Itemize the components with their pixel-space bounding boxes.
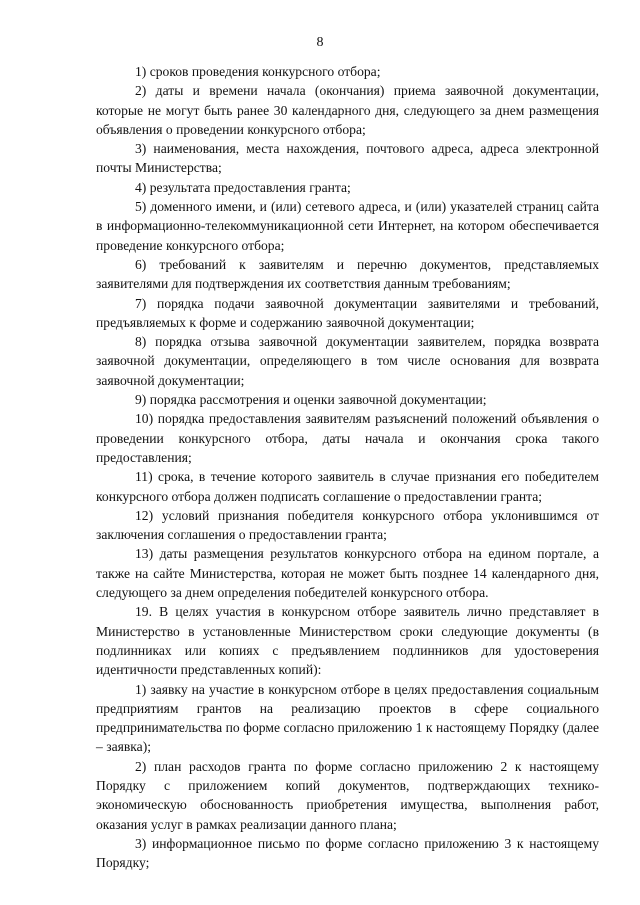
paragraph: 13) даты размещения результатов конкурсного отбора на едином портале, а также на сайте Министерства, которая не может быть позднее 14 календарного дня, следующего за днем определения победителей конкурсного отбора.: [96, 546, 599, 601]
paragraph: 4) результата предоставления гранта;: [135, 179, 351, 195]
paragraph: 9) порядка рассмотрения и оценки заявочной документации;: [135, 392, 487, 408]
paragraph: 1) заявку на участие в конкурсном отборе в целях предоставления социальным предприятиям грантов на реализацию проектов в сфере социального предпринимательства по форме согласно приложению 1 к настоящему Порядку (далее – заявка);: [96, 681, 599, 755]
paragraph: 11) срока, в течение которого заявитель в случае признания его победителем конкурсного отбора должен подписать соглашение о предоставлении гранта;: [96, 469, 599, 504]
paragraph: 2) план расходов гранта по форме согласно приложению 2 к настоящему Порядку с приложением копий документов, подтверждающих технико-экономическую обоснованность приобретения имущества, выполнения работ, оказания услуг в рамках реализации данного плана;: [96, 758, 599, 832]
paragraph: 3) информационное письмо по форме согласно приложению 3 к настоящему Порядку;: [96, 835, 599, 871]
paragraph: 6) требований к заявителям и перечню документов, представляемых заявителями для подтверждения их соответствия данным требованиям;: [96, 256, 599, 292]
document-body: [96, 62, 599, 872]
paragraph: 10) порядка предоставления заявителям разъяснений положений объявления о проведении конкурсного отбора, даты начала и окончания срока такого предоставления;: [96, 411, 599, 465]
paragraph: 1) сроков проведения конкурсного отбора;: [135, 64, 381, 79]
paragraph: 3) наименования, места нахождения, почтового адреса, адреса электронной почты Министерства;: [96, 141, 599, 176]
paragraph: 12) условий признания победителя конкурсного отбора уклонившимся от заключения соглашения о предоставлении гранта;: [96, 507, 599, 543]
paragraph: 7) порядка подачи заявочной документации заявителями и требований, предъявляемых к форме и содержанию заявочной документации;: [96, 295, 599, 330]
page-number: 8: [316, 35, 324, 50]
paragraph: 5) доменного имени, и (или) сетевого адреса, и (или) указателей страниц сайта в информационно-телекоммуникационной сети Интернет, на котором обеспечивается проведение конкурсного отбора;: [96, 199, 599, 253]
paragraph: 2) даты и времени начала (окончания) приема заявочной документации, которые не могут быть ранее 30 календарного дня, следующего за днем размещения объявления о проведении конкурсного отбора;: [96, 83, 599, 137]
paragraph: 19. В целях участия в конкурсном отборе заявитель лично представляет в Министерство в установленные Министерством сроки следующие документы (в подлинниках или копиях с предъявлением подлинников для удостоверения идентичности представленных копий):: [96, 604, 599, 678]
paragraph: 8) порядка отзыва заявочной документации заявителем, порядка возврата заявочной документации, определяющего в том числе основания для возврата заявочной документации;: [96, 334, 599, 388]
